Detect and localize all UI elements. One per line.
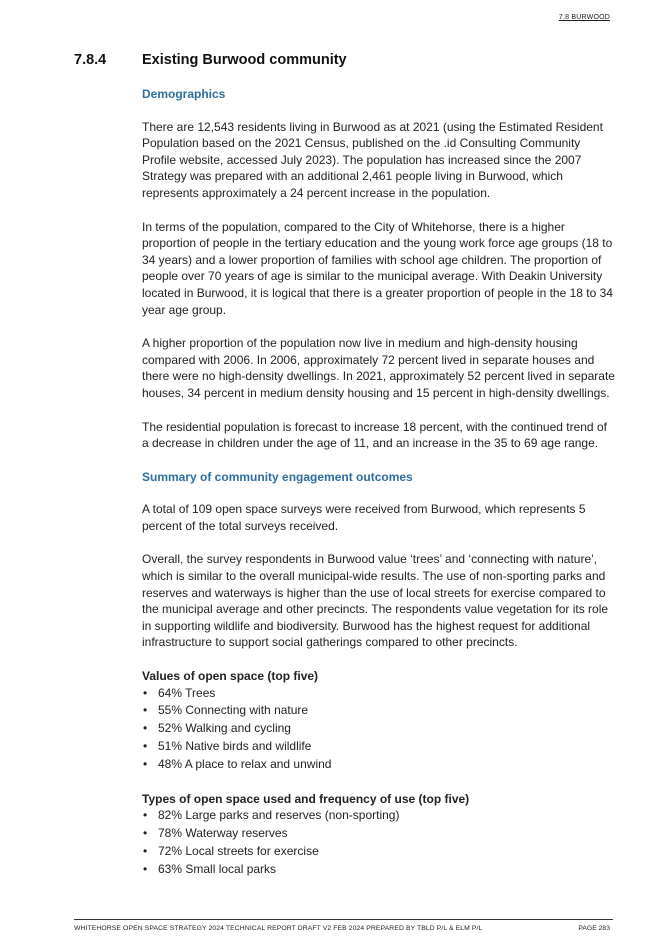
demographics-paragraph: The residential population is forecast to increase 18 percent, with the continued trend of a decrease in children under the age of 11, and an increase in the 35 to 69 age range.	[142, 419, 607, 451]
engagement-paragraph: A total of 109 open space surveys were received from Burwood, which represents 5 percent of the total surveys received.	[142, 502, 586, 533]
engagement-paragraph: Overall, the survey respondents in Burwood value ‘trees’ and ‘connecting with nature’, which is similar to the overall municipal-wide results. The use of non-sporting parks and reserves and waterways is higher than the use of local streets for exercise compared to the municipal average and other precincts. The respondents value vegetation for its role in supporting wildlife and biodiversity. Burwood has the highest request for additional infrastructure to support social gatherings compared to other precincts.	[142, 552, 609, 650]
list-item: • 55% Connecting with nature	[142, 702, 616, 720]
types-heading: Types of open space used and frequency of use (top five)	[142, 791, 470, 806]
page-number: PAGE 283	[578, 925, 610, 932]
footer-text: WHITEHORSE OPEN SPACE STRATEGY 2024 TECHNICAL REPORT DRAFT V2 FEB 2024 PREPARED BY TBLD P/L & ELM P/L	[74, 925, 483, 932]
list-item: • 63% Small local parks	[142, 861, 616, 879]
list-item: • 78% Waterway reserves	[142, 825, 616, 843]
demographics-paragraph: There are 12,543 residents living in Burwood as at 2021 (using the Estimated Resident Population based on the 2021 Census, published on the .id Consulting Community Profile website, accessed July 2023). The population has increased since the 2007 Strategy was prepared with an additional 2,461 people living in Burwood, which represents approximately a 24 percent increase in the population.	[142, 119, 603, 200]
section-title: Existing Burwood community	[142, 52, 347, 68]
demographics-paragraph: In terms of the population, compared to the City of Whitehorse, there is a higher proportion of people in the tertiary education and the young work force age groups (18 to 34 years) and a lower proportion of families with school age children. The proportion of people over 70 years of age is similar to the municipal average. With Deakin University located in Burwood, it is logical that there is a greater proportion of people in the 18 to 34 year age group.	[142, 219, 613, 317]
engagement-heading: Summary of community engagement outcomes	[142, 469, 413, 484]
list-item: • 64% Trees	[142, 685, 616, 703]
types-list	[142, 807, 616, 878]
demographics-paragraph: A higher proportion of the population now live in medium and high-density housing compared with 2006. In 2006, approximately 72 percent lived in separate houses and there were no high-density dwellings. In 2021, approximately 52 percent lived in separate houses, 34 percent in medium density housing and 15 percent in high-density dwellings.	[142, 336, 615, 400]
list-item: • 48% A place to relax and unwind	[142, 756, 616, 774]
section-number: 7.8.4	[74, 52, 107, 68]
values-list	[142, 685, 616, 774]
list-item: • 72% Local streets for exercise	[142, 843, 616, 861]
running-head: 7.8 BURWOOD	[558, 14, 610, 21]
list-item: • 82% Large parks and reserves (non-sporting)	[142, 807, 616, 825]
footer-divider	[74, 919, 613, 920]
demographics-heading: Demographics	[142, 87, 226, 101]
list-item: • 51% Native birds and wildlife	[142, 738, 616, 756]
body-content	[142, 86, 616, 878]
list-item: • 52% Walking and cycling	[142, 720, 616, 738]
values-heading: Values of open space (top five)	[142, 669, 319, 684]
